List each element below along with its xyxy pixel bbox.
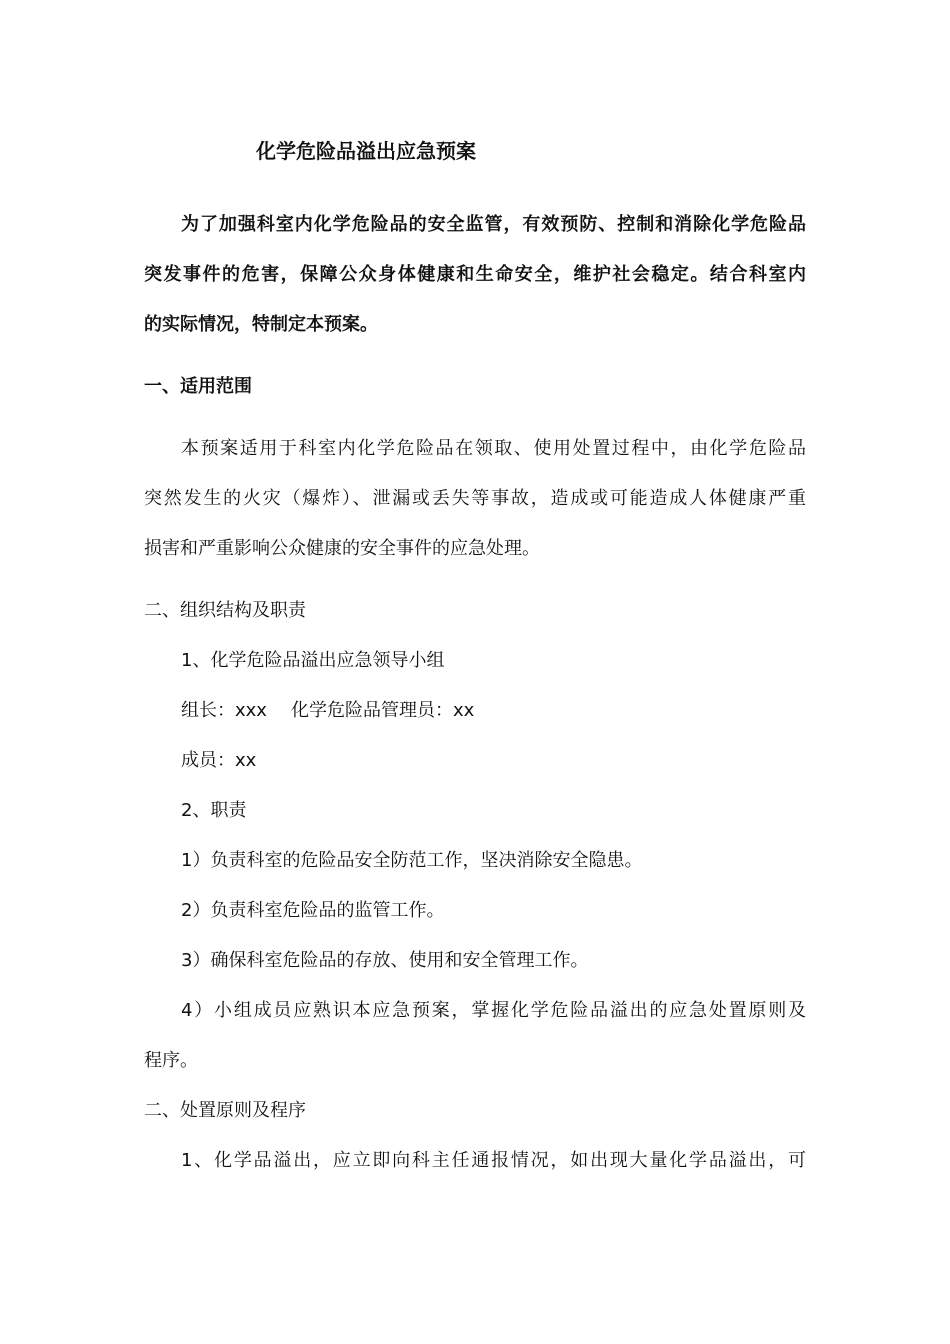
members-line: 成员：xx [181,750,257,771]
procedure-item-1-line-1: 1、化学品溢出，应立即向科主任通报情况，如出现大量化学品溢出，可 [181,1150,806,1171]
duty-item-4-line-1: 4）小组成员应熟识本应急预案，掌握化学危险品溢出的应急处置原则及 [181,1000,806,1021]
intro-line-2: 突发事件的危害，保障公众身体健康和生命安全，维护社会稳定。结合科室内 [144,264,806,285]
intro-line-3: 的实际情况，特制定本预案。 [144,314,378,335]
intro-line-1: 为了加强科室内化学危险品的安全监管，有效预防、控制和消除化学危险品 [181,214,806,235]
leadership-group-title: 1、化学危险品溢出应急领导小组 [181,650,445,671]
section-heading-scope: 一、适用范围 [144,376,252,397]
manager-text: 化学危险品管理员：xx [290,700,475,721]
document-title: 化学危险品溢出应急预案 [256,139,476,163]
section-heading-organization: 二、组织结构及职责 [144,600,306,621]
duty-item-4-line-2: 程序。 [144,1050,198,1071]
leader-manager-line [181,699,806,723]
leader-text: 组长：xxx [181,700,267,721]
duty-item-2: 2）负责科室危险品的监管工作。 [181,900,445,921]
section-heading-procedures: 二、处置原则及程序 [144,1100,306,1121]
scope-line-2: 突然发生的火灾（爆炸）、泄漏或丢失等事故，造成或可能造成人体健康严重 [144,488,806,509]
duty-item-3: 3）确保科室危险品的存放、使用和安全管理工作。 [181,950,589,971]
scope-line-1: 本预案适用于科室内化学危险品在领取、使用处置过程中，由化学危险品 [181,438,806,459]
duties-title: 2、职责 [181,800,247,821]
scope-line-3: 损害和严重影响公众健康的安全事件的应急处理。 [144,538,540,559]
duty-item-1: 1）负责科室的危险品安全防范工作，坚决消除安全隐患。 [181,850,643,871]
